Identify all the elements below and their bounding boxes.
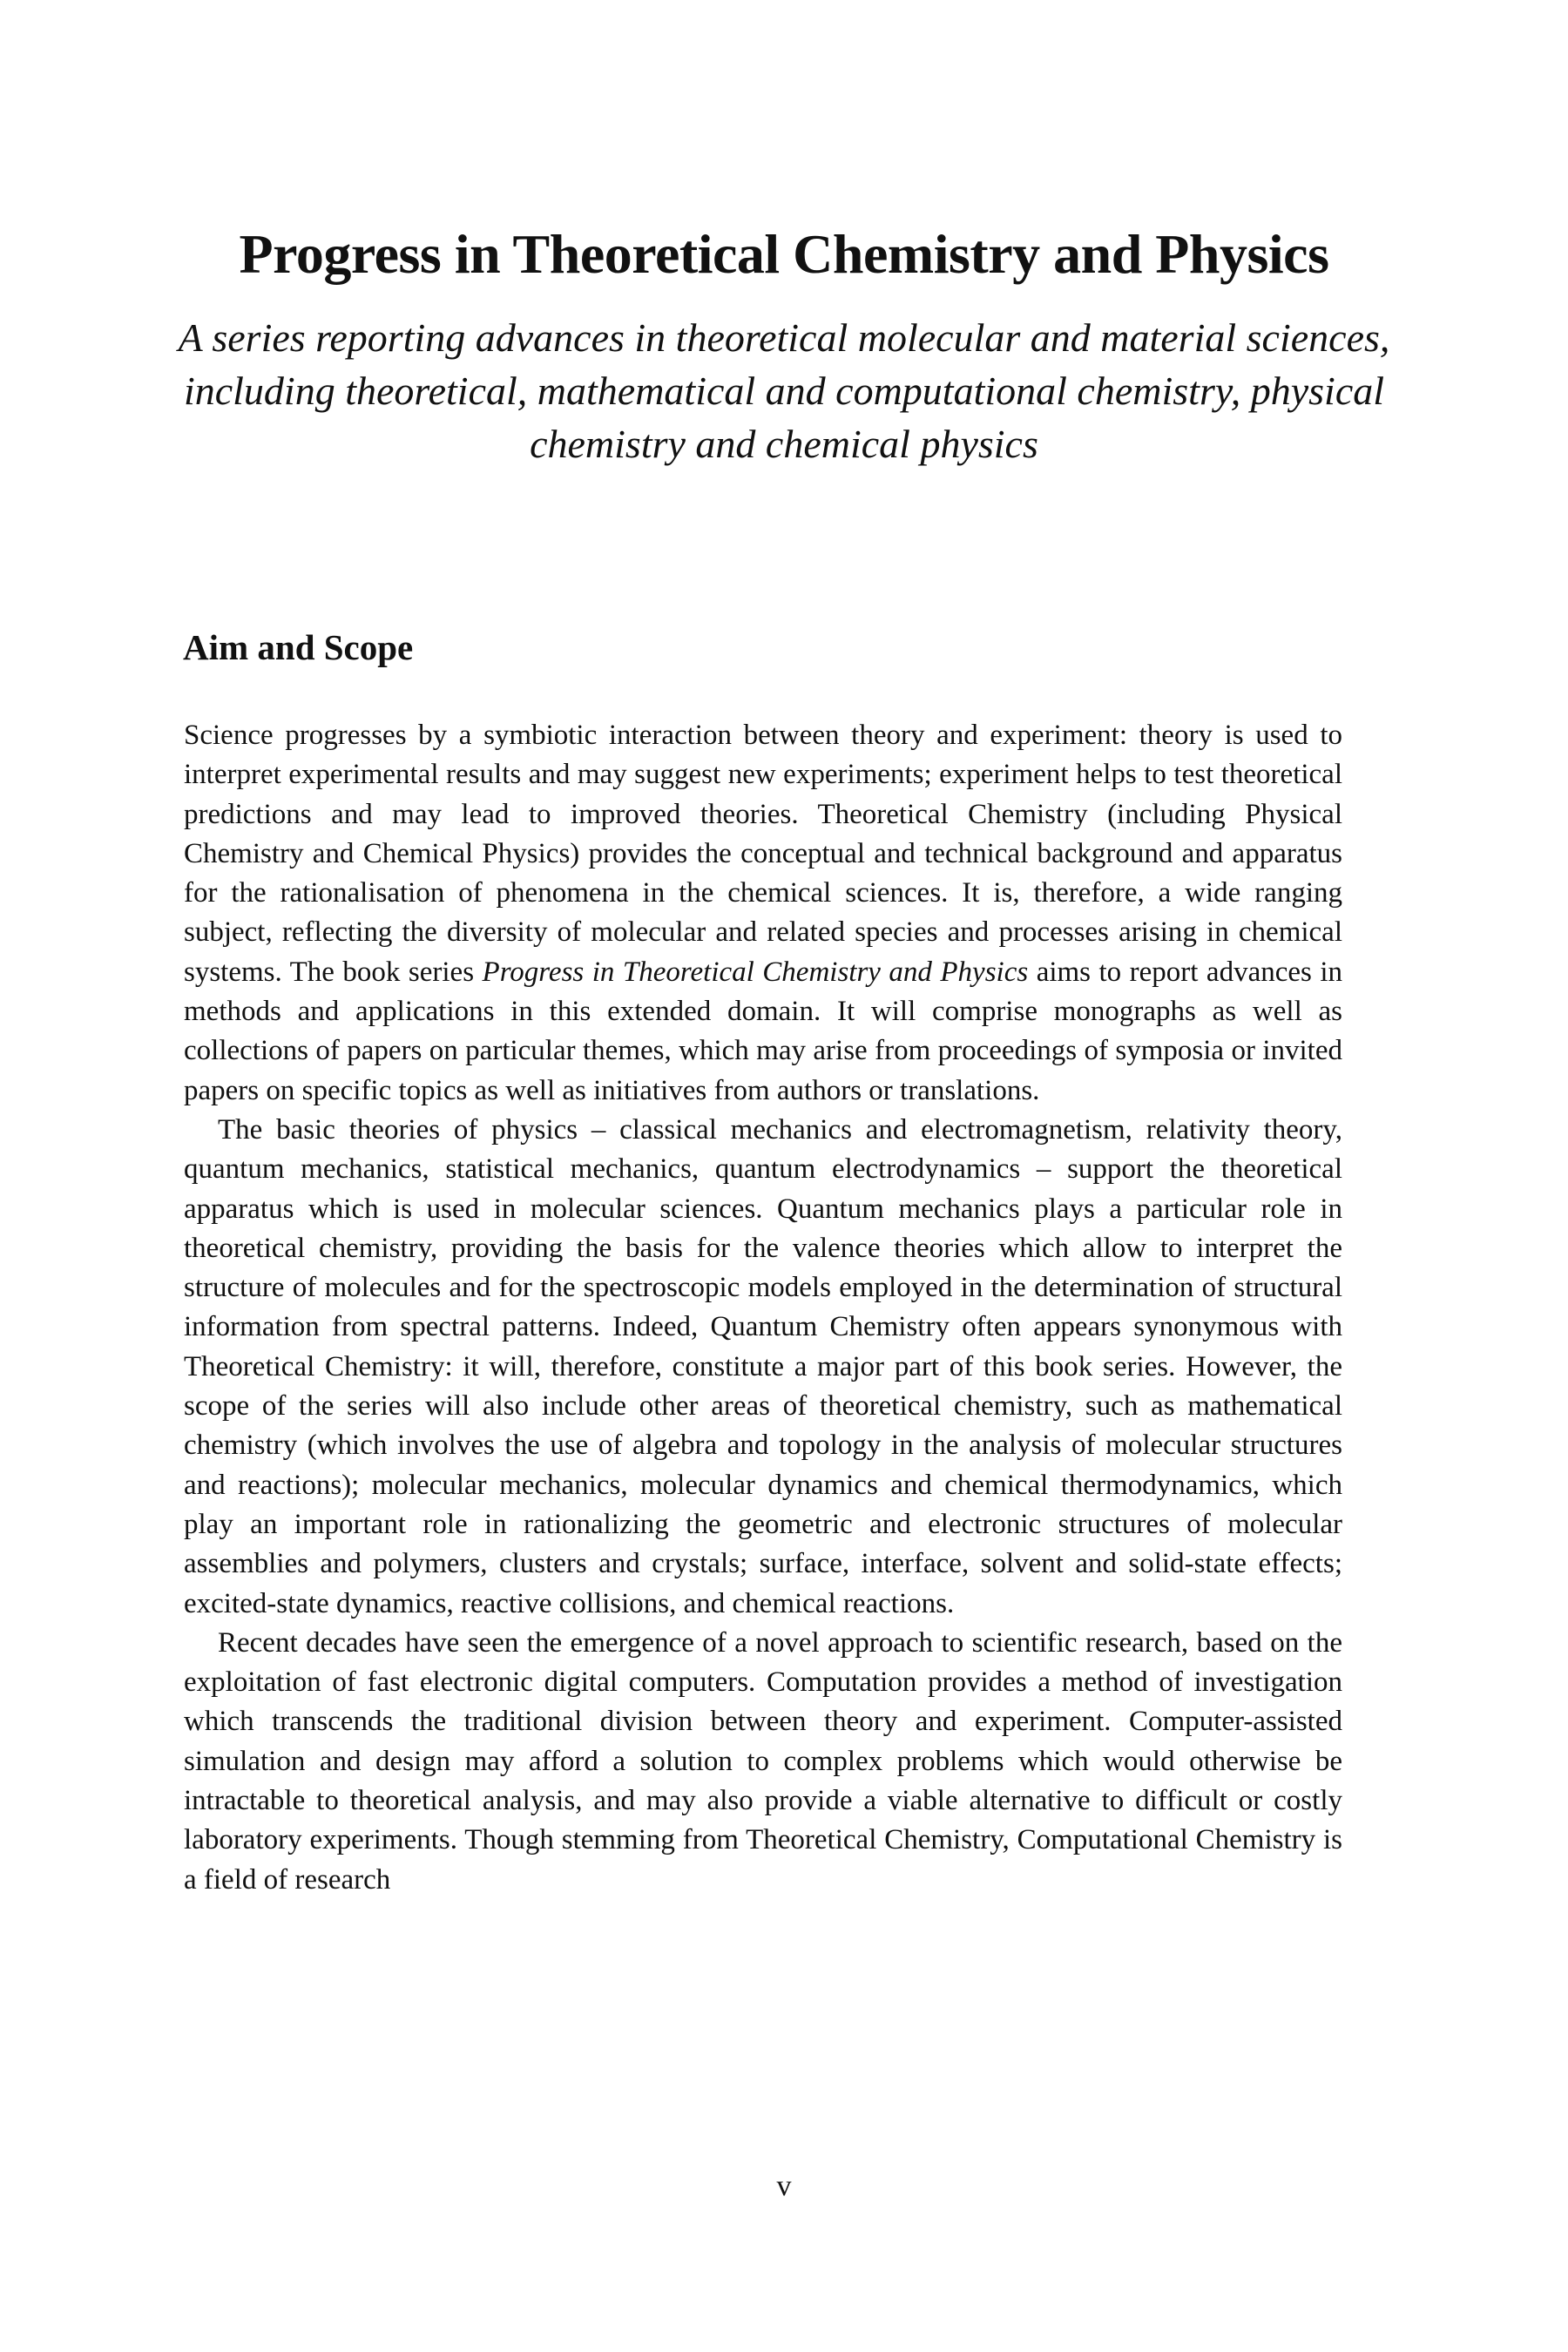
page-number: v <box>776 2170 792 2202</box>
series-title: Progress in Theoretical Chemistry and Physics <box>239 223 1329 285</box>
paragraph-1 <box>184 716 1342 1111</box>
paragraph-3: Recent decades have seen the emergence of a novel approach to scientific research, based on the exploitation of fast electronic digital computers. Computation provides a method of investigation which transcends the traditional division between theory and experiment. Computer-assisted simulation and design may afford a solution to complex problems which would otherwise be intractable to theoretical analysis, and may also provide a viable alternative to difficult or costly laboratory experiments. Though stemming from Theoretical Chemistry, Computational Chemistry is a field of research <box>184 1626 1342 1896</box>
series-name-italic: Progress in Theoretical Chemistry and Physics <box>482 956 1029 988</box>
paragraph-1-text-start: Science progresses by a symbiotic interaction between theory and experiment: theory is used to interpret experimental results and may suggest new experiments; experiment helps to test theoretical predictions and may lead to improved theories. Theoretical Chemistry (including Physical Chemistry and Chemical Physics) provides the conceptual and technical background and apparatus for the rationalisation of phenomena in the chemical sciences. It is, therefore, a wide ranging subject, reflecting the diversity of molecular and related species and processes arising in chemical systems. The book series <box>184 720 1342 988</box>
section-heading: Aim and Scope <box>183 627 414 667</box>
series-subtitle: A series reporting advances in theoretical molecular and material sciences, including theoretical, mathematical and computational chemistry, physical chemistry and chemical physics <box>178 315 1390 466</box>
paragraph-2: The basic theories of physics – classical mechanics and electromagnetism, relativity theory, quantum mechanics, statistical mechanics, quantum electrodynamics – support the theoretical apparatus which is used in molecular sciences. Quantum mechanics plays a particular role in theoretical chemistry, providing the basis for the valence theories which allow to interpret the structure of molecules and for the spectroscopic models employed in the determination of structural information from spectral patterns. Indeed, Quantum Chemistry often appears synonymous with Theoretical Chemistry: it will, therefore, constitute a major part of this book series. However, the scope of the series will also include other areas of theoretical chemistry, such as mathematical chemistry (which involves the use of algebra and topology in the analysis of molecular structures and reactions); molecular mechanics, molecular dynamics and chemical thermodynamics, which play an important role in rationalizing the geometric and electronic structures of molecular assemblies and polymers, clusters and crystals; surface, interface, solvent and solid-state effects; excited-state dynamics, reactive collisions, and chemical reactions. <box>184 1113 1342 1619</box>
paragraph-1-text-end: aims to report advances in methods and applications in this extended domain. It will comprise monographs as well as collections of papers on particular themes, which may arise from proceedings of symposia or invited papers on specific topics as well as initiatives from authors or translations. <box>184 956 1343 1106</box>
body-text <box>184 716 1342 1900</box>
